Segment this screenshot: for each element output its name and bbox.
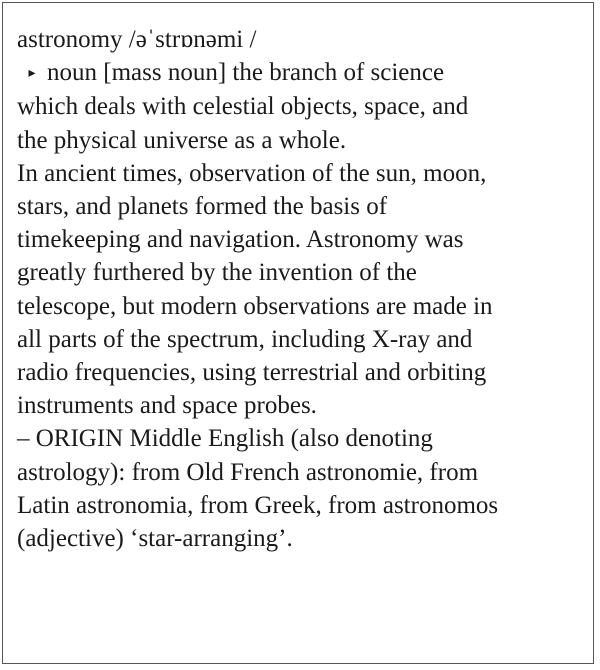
note-line-6: all parts of the spectrum, including X-ray and <box>17 325 473 353</box>
note-line-5: telescope, but modern observations are made in <box>17 292 493 320</box>
definition-line-1 <box>17 56 583 90</box>
dictionary-entry-text <box>17 23 583 555</box>
note-line-1: In ancient times, observation of the sun, moon, <box>17 159 487 187</box>
definition-line-2: which deals with celestial objects, space, and <box>17 93 469 121</box>
note-line-4: greatly furthered by the invention of the <box>17 259 417 287</box>
origin-line-1: – ORIGIN Middle English (also denoting <box>17 425 433 453</box>
note-line-8: instruments and space probes. <box>17 392 317 420</box>
dictionary-entry-panel <box>2 2 594 664</box>
note-line-7: radio frequencies, using terrestrial and orbiting <box>17 359 487 387</box>
pronunciation: /əˈstrɒnəmi / <box>128 26 257 53</box>
definition-text-1: noun [mass noun] the branch of science <box>47 59 445 87</box>
note-line-3: timekeeping and navigation. Astronomy was <box>17 226 464 254</box>
origin-line-2: astrology): from Old French astronomie, from <box>17 458 479 486</box>
headword-line <box>17 23 583 56</box>
headword: astronomy <box>17 26 123 53</box>
bullet-icon: ▸ <box>28 66 36 82</box>
definition-line-3: the physical universe as a whole. <box>17 126 347 154</box>
origin-line-3: Latin astronomia, from Greek, from astronomos <box>17 491 499 519</box>
note-line-2: stars, and planets formed the basis of <box>17 193 388 221</box>
origin-line-4: (adjective) ‘star-arranging’. <box>17 525 293 553</box>
